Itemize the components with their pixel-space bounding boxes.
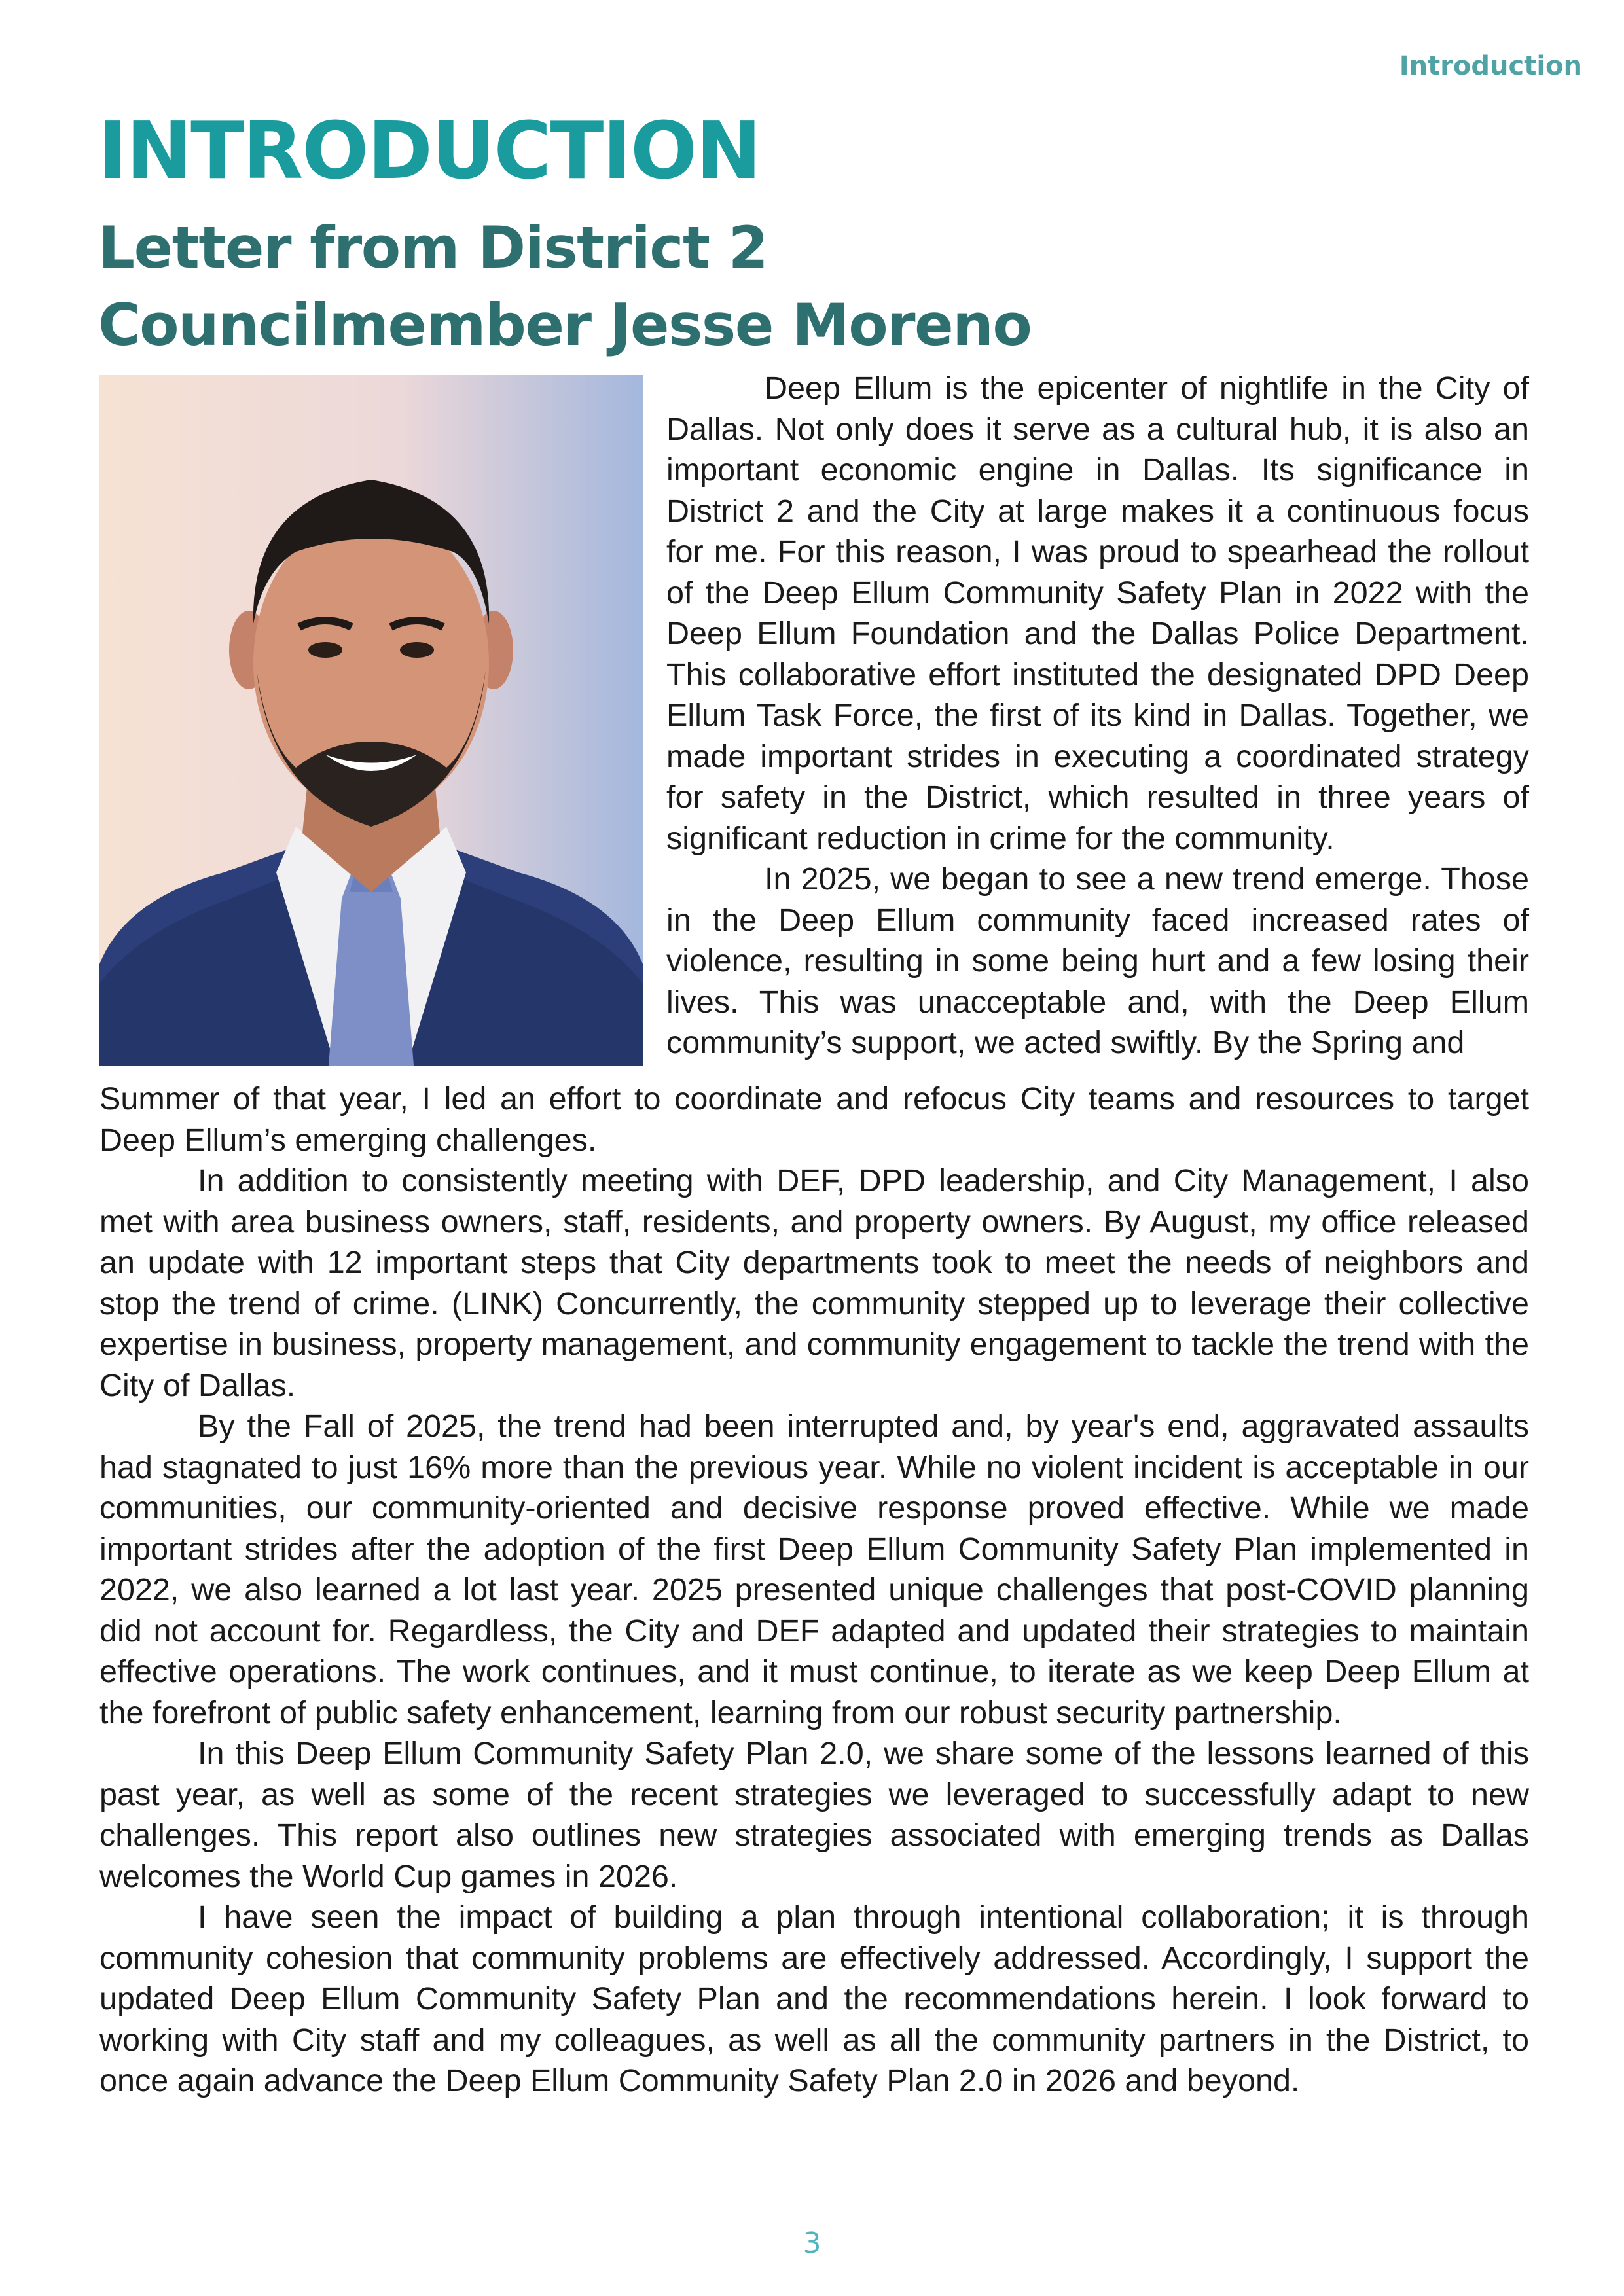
page-title: INTRODUCTION: [98, 106, 761, 197]
letter-column-right: [666, 368, 1529, 1064]
subtitle-line-2: Councilmember Jesse Moreno: [98, 291, 1032, 359]
section-header-label: Introduction: [1399, 51, 1582, 81]
letter-column-full: [99, 1079, 1529, 2102]
letter-paragraph-2-end: Summer of that year, I led an effort to coordinate and refocus City teams and resources to target Deep Ellum’s emerging challenges.: [99, 1081, 1529, 1158]
subtitle-line-1: Letter from District 2: [98, 214, 768, 281]
page-number: 3: [803, 2227, 821, 2260]
portrait-photo: [99, 375, 643, 1066]
letter-paragraph-4: By the Fall of 2025, the trend had been interrupted and, by year's end, aggravated assaults had stagnated to just 16% more than the previous year. While no violent incident is acceptable in our communities, our community-oriented and decisive response proved effective. While we made important strides after the adoption of the first Deep Ellum Community Safety Plan implemented in 2022, we also learned a lot last year. 2025 presented unique challenges that post-COVID planning did not account for. Regardless, the City and DEF adapted and updated their strategies to maintain effective operations. The work continues, and it must continue, to iterate as we keep Deep Ellum at the forefront of public safety enhancement, learning from our robust security partnership.: [99, 1408, 1529, 1731]
page-subtitle: [98, 209, 1538, 364]
letter-paragraph-3: In addition to consistently meeting with DEF, DPD leadership, and City Management, I also met with area business owners, staff, residents, and property owners. By August, my office released an update with 12 important steps that City departments took to meet the needs of neighbors and stop the trend of crime. (LINK) Concurrently, the community stepped up to leverage their collective expertise in business, property management, and community engagement to tackle the trend with the City of Dallas.: [99, 1163, 1529, 1403]
letter-paragraph-2-start: In 2025, we began to see a new trend emerge. Those in the Deep Ellum community faced increased rates of violence, resulting in some being hurt and a few losing their lives. This was unacceptable and, with the Deep Ellum community’s support, we acted swiftly. By the Spring and: [666, 861, 1529, 1060]
letter-paragraph-1: Deep Ellum is the epicenter of nightlife in the City of Dallas. Not only does it serve as a cultural hub, it is also an important economic engine in Dallas. Its significance in District 2 and the City at large makes it a continuous focus for me. For this reason, I was proud to spearhead the rollout of the Deep Ellum Community Safety Plan in 2022 with the Deep Ellum Foundation and the Dallas Police Department. This collaborative effort instituted the designated DPD Deep Ellum Task Force, the first of its kind in Dallas. Together, we made important strides in executing a coordinated strategy for safety in the District, which resulted in three years of significant reduction in crime for the community.: [666, 370, 1529, 856]
letter-paragraph-5: In this Deep Ellum Community Safety Plan 2.0, we share some of the lessons learned of this past year, as well as some of the recent strategies we leveraged to successfully adapt to new challenges. This report also outlines new strategies associated with emerging trends as Dallas welcomes the World Cup games in 2026.: [99, 1736, 1529, 1894]
portrait-photo-icon: [99, 375, 643, 1066]
letter-paragraph-6: I have seen the impact of building a plan through intentional collaboration; it is through community cohesion that community problems are effectively addressed. Accordingly, I support the updated Deep Ellum Community Safety Plan and the recommendations herein. I look forward to working with City staff and my colleagues, as well as all the community partners in the District, to once again advance the Deep Ellum Community Safety Plan 2.0 in 2026 and beyond.: [99, 1899, 1529, 2098]
